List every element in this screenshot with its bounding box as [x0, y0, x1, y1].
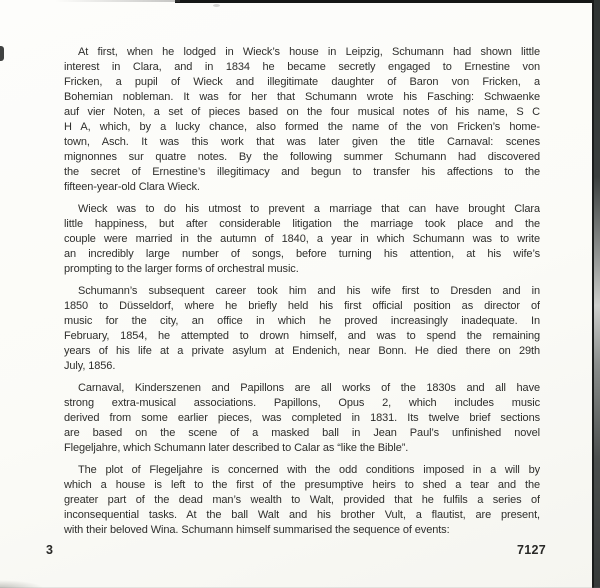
scan-edge-top-faint — [55, 0, 180, 2]
text-line: Schumann’s subsequent career took him and his wife first to Dresden and in — [78, 285, 540, 297]
text-line: Wieck was to do his utmost to prevent a marriage that can have brought Clara — [78, 203, 540, 215]
text-line: The plot of Flegeljahre is concerned with the odd conditions imposed in a will by — [78, 464, 540, 476]
text-line: town, Asch. It was this work that was later given the title Carnaval: scenes — [64, 136, 540, 148]
text-line: auf vier Noten, a set of pieces based on the four musical notes of his name, S C — [64, 106, 540, 118]
text-line: which a house is left to the first of the presumptive heirs to shed a tear and the — [64, 479, 540, 491]
text-line: February, 1854, he attempted to drown himself, and was to spend the remaining — [64, 330, 540, 342]
text-line: an incredibly large number of songs, before turning his attention, at his wife’s — [64, 248, 540, 260]
text-line: with their beloved Wina. Schumann himself summarised the sequence of events: — [64, 524, 450, 536]
catalog-number: 7127 — [516, 543, 546, 557]
scan-edge-top — [175, 0, 600, 3]
text-line: couple were married in the autumn of 1840, a year in which Schumann was to write — [64, 233, 540, 245]
text-line: At first, when he lodged in Wieck’s house in Leipzig, Schumann had shown little — [78, 46, 540, 58]
paragraph — [64, 463, 540, 538]
text-line: July, 1856. — [64, 360, 116, 372]
page-footer — [46, 543, 546, 557]
text-line: fifteen-year-old Clara Wieck. — [64, 181, 200, 193]
text-line: H A, which, by a lucky chance, also formed the name of the von Fricken’s home- — [64, 121, 540, 133]
text-line: strong extra-musical associations. Papillons, Opus 2, which includes music — [64, 397, 540, 409]
text-line: inconsequential tasks. At the ball Walt and his brother Vult, a flautist, are present, — [64, 509, 540, 521]
paragraph — [64, 284, 540, 374]
text-line: 1850 to Düsseldorf, where he briefly held his first official position as director of — [64, 300, 540, 312]
scan-mark-left — [0, 46, 4, 61]
text-line: mignonnes sur quatre notes. By the following summer Schumann had discovered — [64, 151, 540, 163]
text-block — [64, 45, 540, 545]
text-line: prompting to the larger forms of orchestral music. — [64, 263, 299, 275]
text-line: Flegeljahre, which Schumann later described to Calar as “like the Bible”. — [64, 442, 409, 454]
text-line: little happiness, but after considerable litigation the marriage took place and the — [64, 218, 540, 230]
text-line: years of his life at a private asylum at Endenich, near Bonn. He died there on 29th — [64, 345, 540, 357]
paragraph — [64, 45, 540, 195]
scan-edge-right — [592, 0, 600, 588]
page-number: 3 — [46, 543, 54, 557]
text-line: Bohemian nobleman. It was for her that Schumann wrote his Fasching: Schwaenke — [64, 91, 540, 103]
text-line: Fricken, a pupil of Wieck and illegitimate daughter of Baron von Fricken, a — [64, 76, 540, 88]
paragraph — [64, 381, 540, 456]
text-line: interest in Clara, and in 1834 he became secretly engaged to Ernestine von — [64, 61, 540, 73]
text-line: the secret of Ernestine’s illegitimacy and begun to transfer his affections to the — [64, 166, 540, 178]
text-line: derived from some earlier pieces, was completed in 1831. Its twelve brief sections — [64, 412, 540, 424]
text-line: music for the city, an office in which he proved increasingly inadequate. In — [64, 315, 540, 327]
text-line: are based on the scene of a masked ball in Jean Paul’s unfinished novel — [64, 427, 540, 439]
text-line: greater part of the dead man’s wealth to Walt, provided that he fulfils a series of — [64, 494, 540, 506]
text-line: Carnaval, Kinderszenen and Papillons are all works of the 1830s and all have — [78, 382, 540, 394]
scan-speck — [213, 4, 220, 7]
paragraph — [64, 202, 540, 277]
